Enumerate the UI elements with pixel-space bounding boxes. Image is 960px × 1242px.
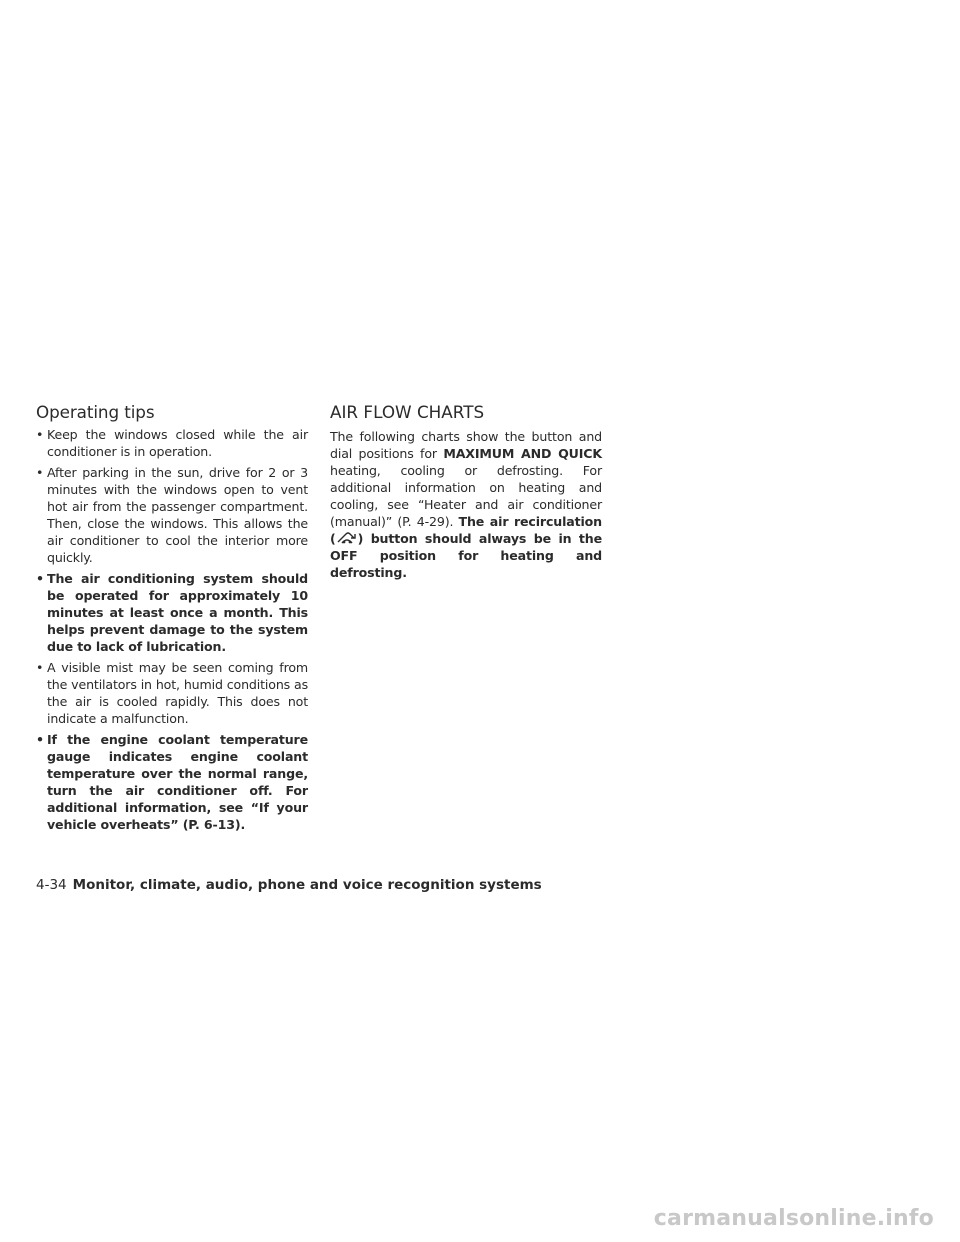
bullet-glyph: • [36, 427, 44, 442]
watermark-text: carmanualsonline.info [653, 1206, 934, 1231]
operating-tips-column [36, 402, 308, 837]
page-footer [36, 876, 542, 894]
section-title: Monitor, climate, audio, phone and voice recognition systems [72, 877, 542, 893]
bullet-glyph: • [36, 465, 44, 480]
air-flow-charts-column [330, 402, 602, 581]
air-flow-charts-heading: AIR FLOW CHARTS [330, 402, 485, 422]
list-item: • A visible mist may be seen coming from the ventilators in hot, humid conditions as the air is cooled rapidly. This does not indicate a malfunction. [36, 660, 308, 726]
operating-tips-heading: Operating tips [36, 402, 155, 422]
bullet-glyph: • [36, 571, 44, 586]
air-recirculation-icon [336, 531, 358, 545]
bullet-glyph: • [36, 660, 44, 675]
air-flow-charts-paragraph: The following charts show the button and dial positions for MAXIMUM AND QUICK heating, cooling or defrosting. For additional information on heating and cooling, see “Heater and air conditioner (manual)” (P. 4-29). The air recirculation ( ) button should always be in the OFF position for heating and defrosting. [330, 429, 602, 580]
operating-tips-list [36, 426, 308, 833]
list-item: • The air conditioning system should be operated for approximately 10 minutes at least once a month. This helps prevent damage to the system due to lack of lubrication. [36, 571, 308, 654]
list-item: • After parking in the sun, drive for 2 or 3 minutes with the windows open to vent hot air from the passenger compartment. Then, close the windows. This allows the air conditioner to cool the interior more quickly. [36, 465, 308, 565]
page-number: 4-34 [36, 877, 67, 893]
bullet-glyph: • [36, 732, 44, 747]
list-item: • If the engine coolant temperature gauge indicates engine coolant temperature over the normal range, turn the air conditioner off. For additional information, see “If your vehicle overheats” (P. 6-13). [36, 732, 308, 832]
list-item: • Keep the windows closed while the air conditioner is in operation. [36, 427, 308, 459]
